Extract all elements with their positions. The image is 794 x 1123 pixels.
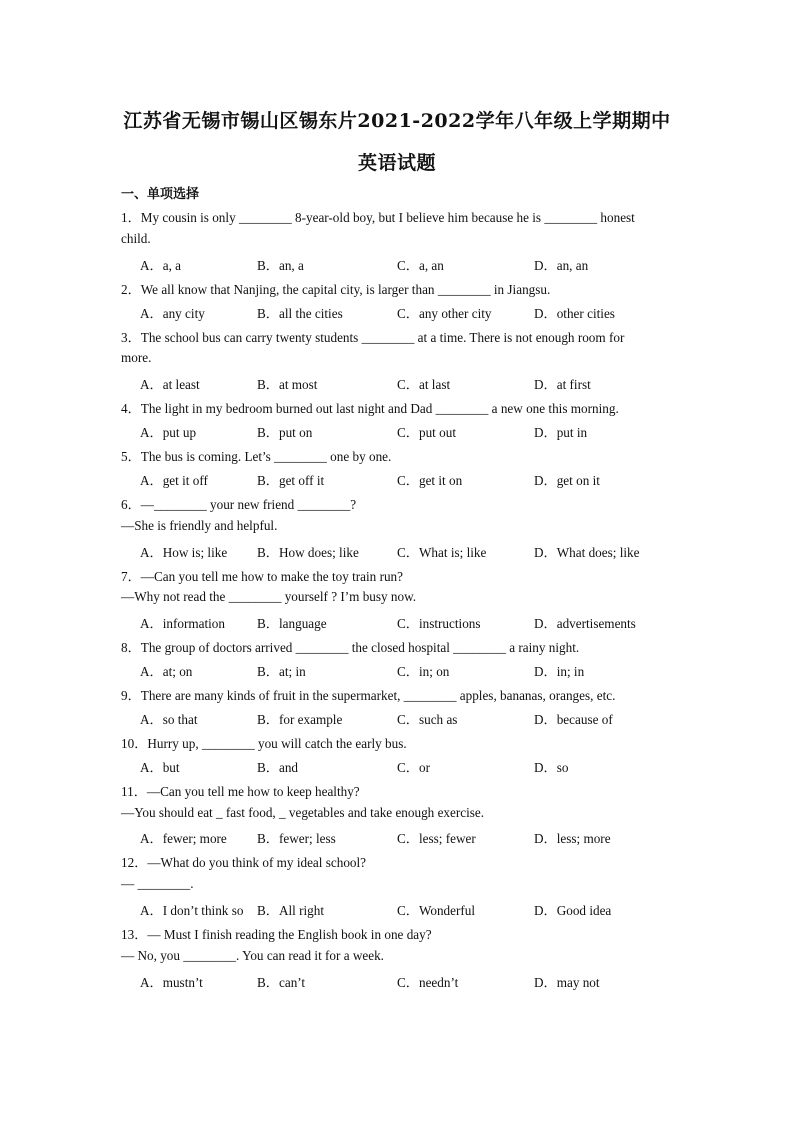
question-stem: 6．—________ your new friend ________? xyxy=(121,496,357,512)
option-d: D．Good idea xyxy=(534,903,612,919)
option-d: D．so xyxy=(534,759,569,775)
exam-title: 江苏省无锡市锡山区锡东片2021-2022学年八年级上学期期中 xyxy=(123,110,671,132)
option-a: A．put up xyxy=(140,425,197,441)
question-stem: 9．There are many kinds of fruit in the supermarket, ________ apples, bananas, oranges, etc. xyxy=(121,688,616,703)
option-b: B．put on xyxy=(257,425,313,441)
option-b: B．can’t xyxy=(257,974,306,990)
option-b: B．fewer; less xyxy=(257,831,336,847)
question-stem: 11．—Can you tell me how to keep healthy? xyxy=(121,783,360,799)
option-c: C．any other city xyxy=(397,305,492,321)
option-d: D．an, an xyxy=(534,257,589,273)
option-a: A．How is; like xyxy=(140,544,228,560)
option-b: B．language xyxy=(257,616,327,632)
option-b: B．How does; like xyxy=(257,544,359,560)
option-c: C．needn’t xyxy=(397,974,459,990)
question-continuation: child. xyxy=(121,230,151,246)
option-a: A．fewer; more xyxy=(140,831,227,847)
option-d: D．at first xyxy=(534,377,591,393)
option-c: C．put out xyxy=(397,425,456,441)
exam-subtitle: 英语试题 xyxy=(357,152,436,174)
option-c: C．at last xyxy=(397,377,451,393)
question-continuation: —She is friendly and helpful. xyxy=(121,517,278,533)
question-stem: 3．The school bus can carry twenty students ________ at a time. There is not enough room for xyxy=(121,329,625,345)
option-b: B．for example xyxy=(257,711,343,727)
option-c: C．Wonderful xyxy=(397,903,476,919)
option-d: D．advertisements xyxy=(534,616,636,632)
option-c: C．instructions xyxy=(397,616,481,632)
option-c: C．get it on xyxy=(397,472,463,488)
option-c: C．such as xyxy=(397,711,458,727)
option-d: D．get on it xyxy=(534,472,600,488)
option-d: D．may not xyxy=(534,974,600,990)
option-a: A．get it off xyxy=(140,472,208,488)
question-stem: 2．We all know that Nanjing, the capital city, is larger than ________ in Jiangsu. xyxy=(121,281,551,297)
question-stem: 8．The group of doctors arrived ________ the closed hospital ________ a rainy night. xyxy=(121,640,580,656)
question-stem: 5．The bus is coming. Let’s ________ one by one. xyxy=(121,449,392,464)
question-continuation: —Why not read the ________ yourself ? I’m busy now. xyxy=(121,589,417,605)
question-stem: 13．— Must I finish reading the English book in one day? xyxy=(121,927,432,942)
option-a: A．so that xyxy=(140,711,198,727)
option-a: A．at least xyxy=(140,377,200,393)
question-continuation: — ________. xyxy=(121,876,194,892)
option-a: A．any city xyxy=(140,305,205,321)
option-a: A．information xyxy=(140,616,225,632)
option-b: B．at most xyxy=(257,377,318,393)
option-b: B．and xyxy=(257,759,299,775)
option-a: A．mustn’t xyxy=(140,974,203,990)
option-d: D．less; more xyxy=(534,831,611,847)
option-d: D．What does; like xyxy=(534,544,640,560)
option-a: A．a, a xyxy=(140,257,182,273)
question-stem: 10．Hurry up, ________ you will catch the early bus. xyxy=(121,735,407,751)
option-d: D．put in xyxy=(534,425,588,441)
option-b: B．All right xyxy=(257,903,325,919)
option-b: B．all the cities xyxy=(257,305,343,321)
section-heading: 一、单项选择 xyxy=(121,187,200,202)
option-a: A．I don’t think so xyxy=(140,903,244,919)
option-d: D．because of xyxy=(534,711,613,727)
option-b: B．get off it xyxy=(257,472,325,488)
option-d: D．other cities xyxy=(534,305,615,321)
option-a: A．at; on xyxy=(140,664,193,680)
option-b: B．an, a xyxy=(257,257,304,273)
option-c: C．less; fewer xyxy=(397,831,476,847)
question-stem: 7．—Can you tell me how to make the toy train run? xyxy=(121,568,404,584)
option-a: A．but xyxy=(140,759,180,775)
question-stem: 12．—What do you think of my ideal school? xyxy=(121,855,367,871)
option-c: C．a, an xyxy=(397,257,444,273)
option-c: C．What is; like xyxy=(397,544,487,560)
question-continuation: more. xyxy=(121,350,152,366)
question-continuation: — No, you ________. You can read it for a week. xyxy=(121,947,384,963)
option-c: C．in; on xyxy=(397,664,450,680)
option-d: D．in; in xyxy=(534,664,585,680)
option-c: C．or xyxy=(397,759,430,775)
question-stem: 4．The light in my bedroom burned out last night and Dad ________ a new one this morning. xyxy=(121,401,619,417)
question-continuation: —You should eat _ fast food, _ vegetables and take enough exercise. xyxy=(121,804,485,820)
option-b: B．at; in xyxy=(257,664,306,680)
question-stem: 1．My cousin is only ________ 8-year-old boy, but I believe him because he is ________ honest xyxy=(121,210,635,225)
